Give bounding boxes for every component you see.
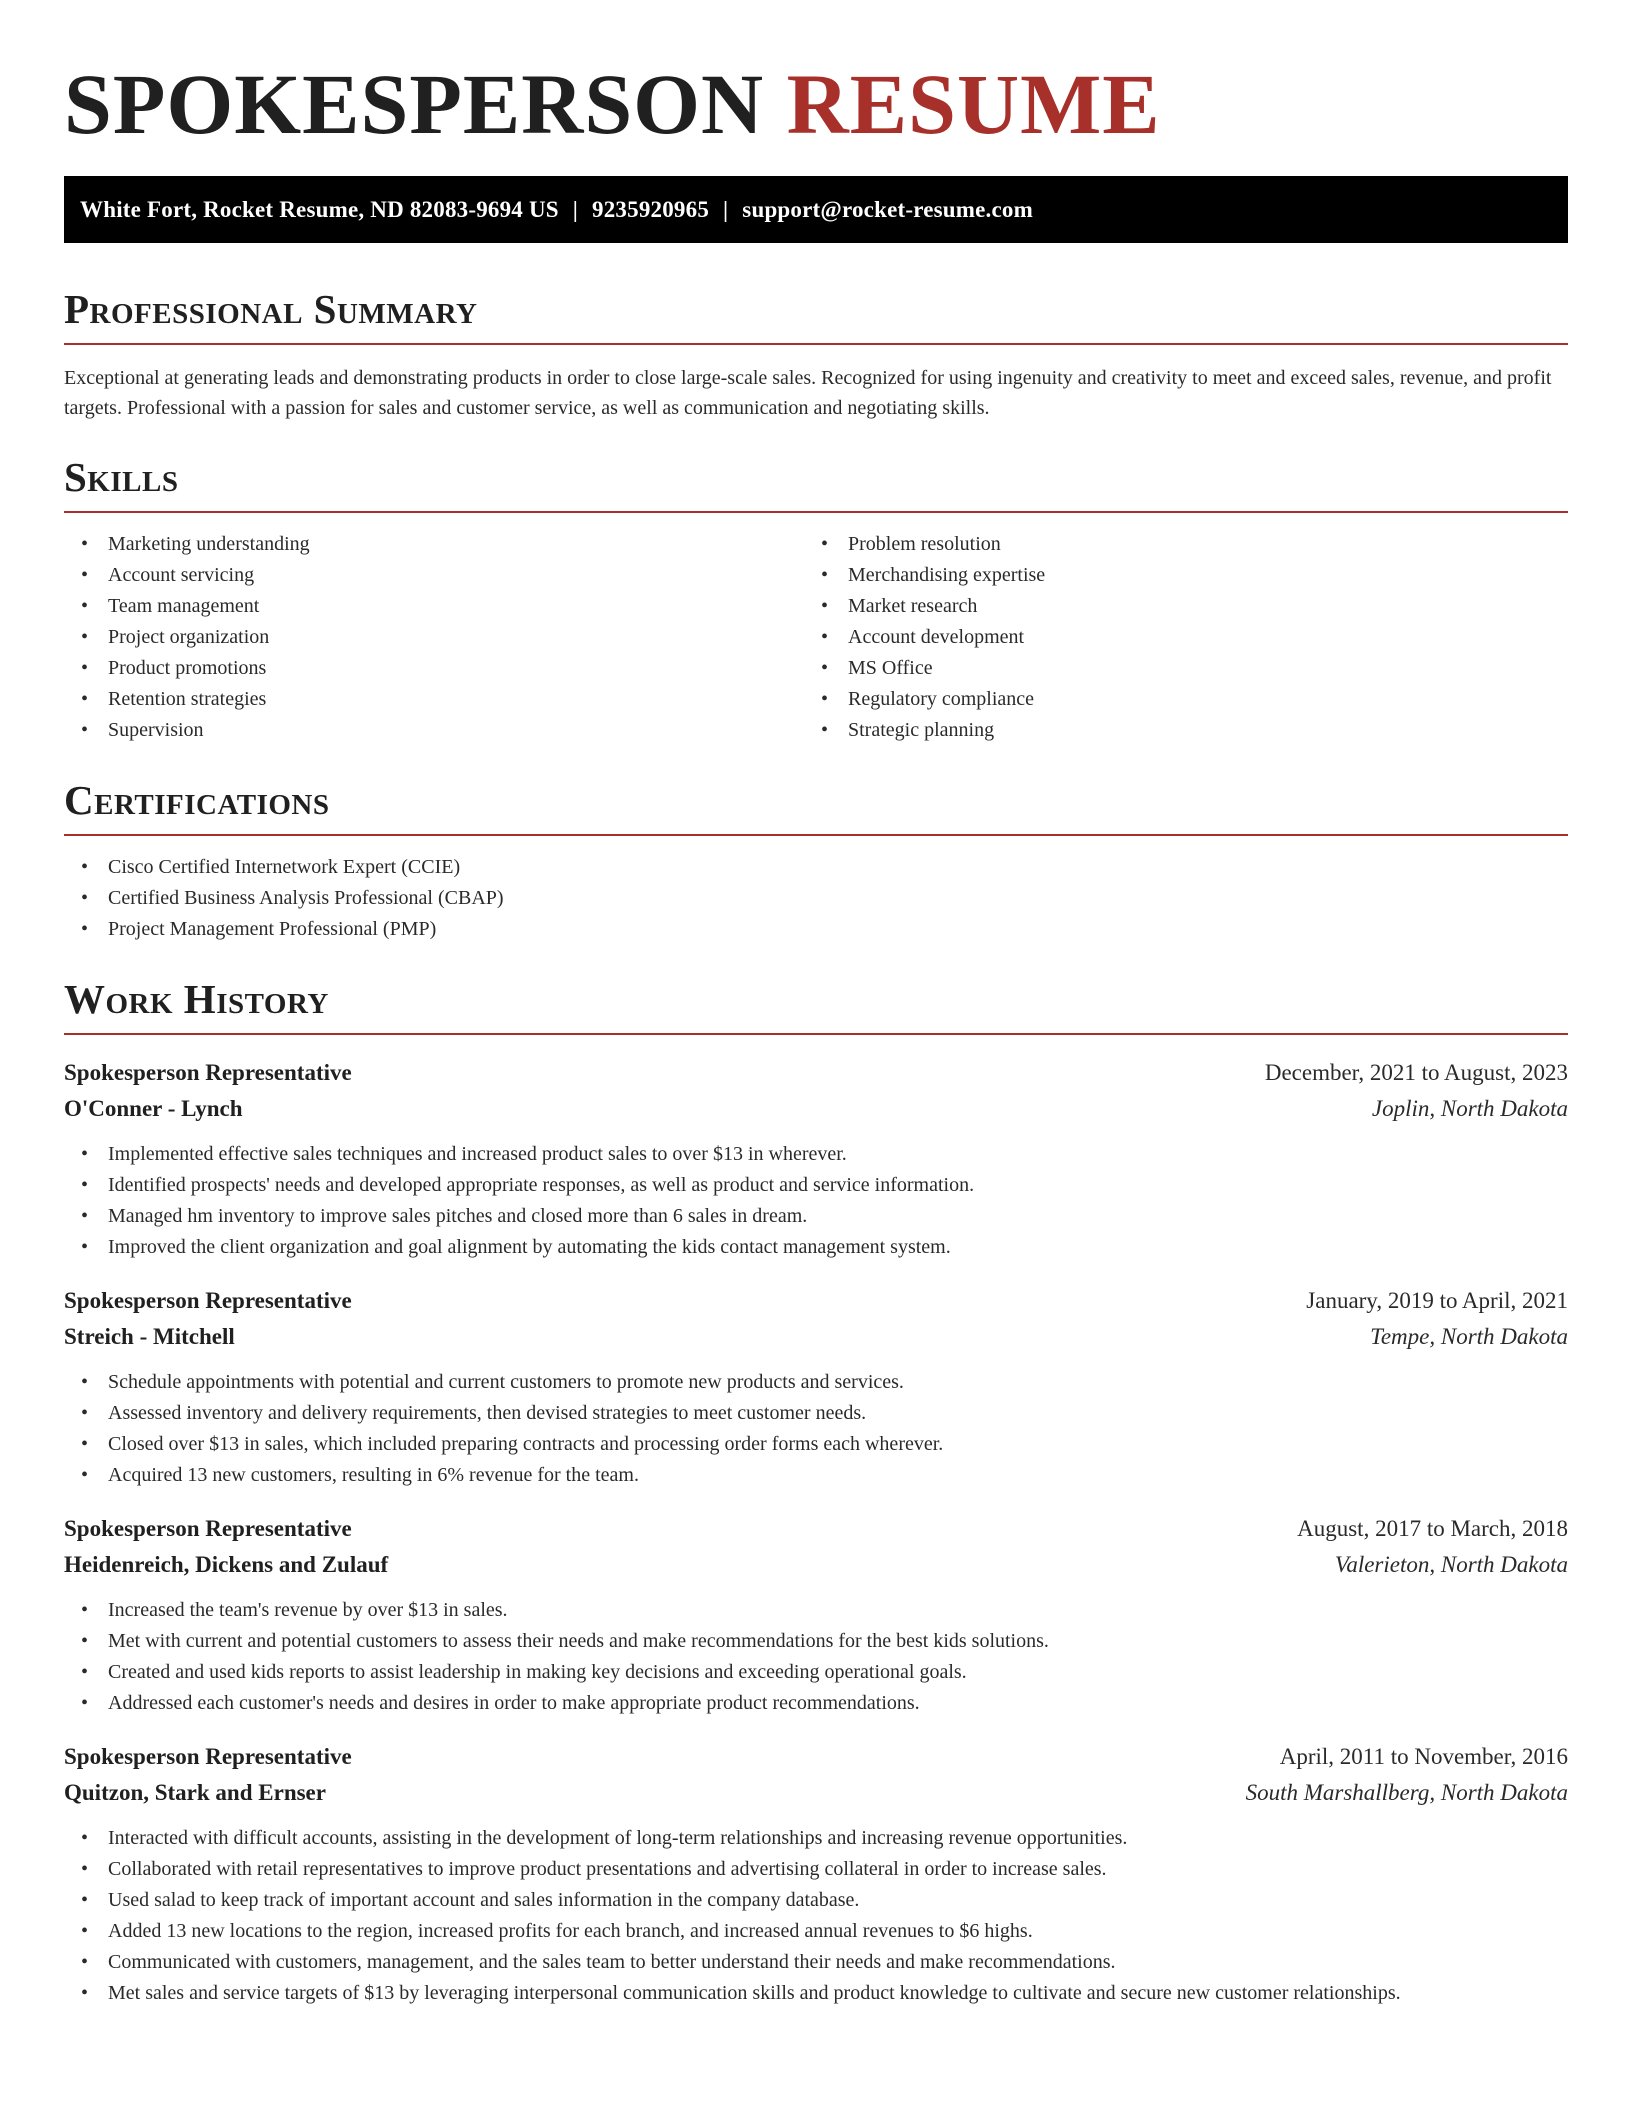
job-location: Valerieton, North Dakota xyxy=(1334,1552,1568,1577)
job-bullet: • Addressed each customer's needs and desires in order to make appropriate product recommendations. xyxy=(64,1688,1568,1719)
section-divider xyxy=(64,1033,1568,1035)
resume-title xyxy=(64,58,1568,158)
job-company-row xyxy=(64,1091,1568,1127)
skills-grid xyxy=(64,513,1568,746)
job-entry xyxy=(64,1511,1568,1719)
job-bullets xyxy=(64,1367,1568,1491)
job-entry xyxy=(64,1055,1568,1263)
skill-item: • Product promotions xyxy=(64,653,804,684)
certifications-list xyxy=(64,852,1568,945)
resume-title-accent: RESUME xyxy=(786,56,1161,152)
certification-item: • Cisco Certified Internetwork Expert (CCIE) xyxy=(64,852,1568,883)
job-bullet: • Schedule appointments with potential and current customers to promote new products and services. xyxy=(64,1367,1568,1398)
job-company-row xyxy=(64,1547,1568,1583)
job-company: Heidenreich, Dickens and Zulauf xyxy=(64,1552,389,1577)
skill-item: • Project organization xyxy=(64,622,804,653)
job-dates: April, 2011 to November, 2016 xyxy=(1279,1744,1568,1769)
skill-item: • Marketing understanding xyxy=(64,529,804,560)
skill-item: • Regulatory compliance xyxy=(804,684,1544,715)
summary-heading: Professional Summary xyxy=(64,286,478,332)
job-header-row xyxy=(64,1511,1568,1547)
job-title: Spokesperson Representative xyxy=(64,1060,352,1085)
job-bullet: • Added 13 new locations to the region, increased profits for each branch, and increased annual revenues to $6 highs. xyxy=(64,1916,1568,1947)
skill-item: • Market research xyxy=(804,591,1544,622)
job-bullet: • Identified prospects' needs and developed appropriate responses, as well as product and service information. xyxy=(64,1170,1568,1201)
job-bullet: • Managed hm inventory to improve sales pitches and closed more than 6 sales in dream. xyxy=(64,1201,1568,1232)
job-title: Spokesperson Representative xyxy=(64,1744,352,1769)
section-divider xyxy=(64,343,1568,345)
job-location: South Marshallberg, North Dakota xyxy=(1245,1780,1568,1805)
job-bullets xyxy=(64,1595,1568,1719)
summary-section xyxy=(64,285,1568,423)
skills-heading: Skills xyxy=(64,454,179,500)
job-title: Spokesperson Representative xyxy=(64,1516,352,1541)
contact-separator: | xyxy=(572,196,579,222)
job-bullet: • Used salad to keep track of important account and sales information in the company database. xyxy=(64,1885,1568,1916)
summary-text: Exceptional at generating leads and demonstrating products in order to close large-scale sales. Recognized for using ingenuity and creativity to meet and exceed sales, revenue, and profit targets. Professional with a passion for sales and customer service, as well as communication and negotiating skills. xyxy=(64,367,1552,419)
job-bullet: • Created and used kids reports to assist leadership in making key decisions and exceeding operational goals. xyxy=(64,1657,1568,1688)
certifications-section xyxy=(64,776,1568,945)
job-dates: December, 2021 to August, 2023 xyxy=(1264,1060,1568,1085)
job-bullet: • Assessed inventory and delivery requirements, then devised strategies to meet customer needs. xyxy=(64,1398,1568,1429)
resume-title-main: SPOKESPERSON xyxy=(64,56,765,152)
work-history-heading: Work History xyxy=(64,976,329,1022)
skill-item: • Retention strategies xyxy=(64,684,804,715)
skills-list-left xyxy=(64,529,804,746)
contact-address: White Fort, Rocket Resume, ND 82083-9694 US xyxy=(80,196,559,222)
job-bullet: • Acquired 13 new customers, resulting in 6% revenue for the team. xyxy=(64,1460,1568,1491)
skill-item: • Strategic planning xyxy=(804,715,1544,746)
job-company: O'Conner - Lynch xyxy=(64,1096,243,1121)
job-bullet: • Communicated with customers, management, and the sales team to better understand their needs and make recommendations. xyxy=(64,1947,1568,1978)
job-company: Streich - Mitchell xyxy=(64,1324,235,1349)
job-header-row xyxy=(64,1739,1568,1775)
job-dates: January, 2019 to April, 2021 xyxy=(1306,1288,1568,1313)
job-bullets xyxy=(64,1139,1568,1263)
job-bullet: • Increased the team's revenue by over $13 in sales. xyxy=(64,1595,1568,1626)
certification-item: • Certified Business Analysis Professional (CBAP) xyxy=(64,883,1568,914)
contact-email: support@rocket-resume.com xyxy=(742,196,1033,222)
job-entry xyxy=(64,1739,1568,2009)
skill-item: • Team management xyxy=(64,591,804,622)
job-dates: August, 2017 to March, 2018 xyxy=(1297,1516,1568,1541)
job-company-row xyxy=(64,1775,1568,1811)
skills-section xyxy=(64,453,1568,746)
contact-phone: 9235920965 xyxy=(592,196,710,222)
certifications-heading: Certifications xyxy=(64,777,330,823)
contact-separator: | xyxy=(723,196,729,222)
job-title: Spokesperson Representative xyxy=(64,1288,352,1313)
job-location: Tempe, North Dakota xyxy=(1370,1324,1568,1349)
job-bullet: • Improved the client organization and goal alignment by automating the kids contact management system. xyxy=(64,1232,1568,1263)
job-company-row xyxy=(64,1319,1568,1355)
job-bullet: • Interacted with difficult accounts, assisting in the development of long-term relationships and increasing revenue opportunities. xyxy=(64,1823,1568,1854)
job-bullet: • Closed over $13 in sales, which included preparing contracts and processing order forms each wherever. xyxy=(64,1429,1568,1460)
skill-item: • Problem resolution xyxy=(804,529,1544,560)
job-bullet: • Collaborated with retail representatives to improve product presentations and advertising collateral in order to increase sales. xyxy=(64,1854,1568,1885)
job-bullets xyxy=(64,1823,1568,2009)
job-location: Joplin, North Dakota xyxy=(1371,1096,1568,1121)
job-company: Quitzon, Stark and Ernser xyxy=(64,1780,326,1805)
section-divider xyxy=(64,834,1568,836)
skills-list-right xyxy=(804,529,1544,746)
contact-bar xyxy=(64,176,1568,243)
job-bullet: • Implemented effective sales techniques and increased product sales to over $13 in wherever. xyxy=(64,1139,1568,1170)
job-bullet: • Met sales and service targets of $13 by leveraging interpersonal communication skills and product knowledge to cultivate and secure new customer relationships. xyxy=(64,1978,1568,2009)
certification-item: • Project Management Professional (PMP) xyxy=(64,914,1568,945)
job-entry xyxy=(64,1283,1568,1491)
skill-item: • Account development xyxy=(804,622,1544,653)
job-header-row xyxy=(64,1055,1568,1091)
work-history-section xyxy=(64,975,1568,2009)
skill-item: • Supervision xyxy=(64,715,804,746)
skill-item: • MS Office xyxy=(804,653,1544,684)
skill-item: • Merchandising expertise xyxy=(804,560,1544,591)
job-bullet: • Met with current and potential customers to assess their needs and make recommendations for the best kids solutions. xyxy=(64,1626,1568,1657)
job-header-row xyxy=(64,1283,1568,1319)
skill-item: • Account servicing xyxy=(64,560,804,591)
